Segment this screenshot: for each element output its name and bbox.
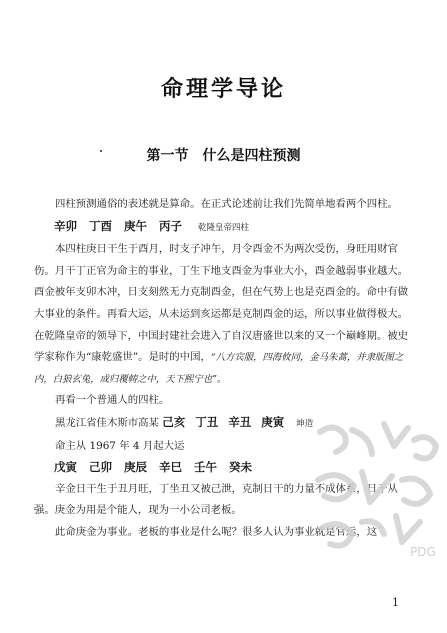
pillar-day: 庚午 [124, 218, 147, 233]
chapter-title: 命理学导论 [160, 77, 286, 102]
pillar-day: 辛丑 [228, 414, 252, 429]
section-heading [0, 145, 447, 165]
luck-cycle: 癸未 [229, 460, 252, 475]
body-text [34, 194, 417, 544]
paragraph-person-chart [34, 412, 417, 436]
luck-cycle: 壬午 [194, 460, 217, 475]
pillar-hour: 丙子 [159, 218, 182, 233]
four-pillars-qianlong [34, 216, 417, 240]
paragraph-luck-start: 命主从 1967 年 4 月起大运 [55, 439, 185, 452]
gender-note: 坤造 [296, 418, 314, 429]
historical-quote: “八方宾服，四海攸同，金马朱蒿，并隶版图之内，白狼玄兔，成归覆帱之中，天下熙宁也”。 [34, 352, 404, 385]
pillar-month: 丁酉 [89, 218, 112, 233]
page-number: 1 [392, 596, 399, 609]
paragraph-second-example: 再看一个普通人的四柱。 [55, 394, 170, 407]
paragraph-analysis-2: 辛金日干生于丑月旺，丁坐丑又被己泄，克制日干的力量不成体系，日干从强。庚金为用是个能人，现为一小公司老板。 [34, 482, 398, 517]
luck-cycles [34, 457, 417, 479]
pillar-year: 己亥 [162, 414, 186, 429]
pillar-note: 乾隆皇帝四柱 [198, 222, 250, 233]
paragraph-analysis-1 [34, 239, 417, 390]
paragraph-intro: 四柱预测通俗的表述就是算命。在正式论述前让我们先简单地看两个四柱。 [55, 198, 398, 210]
pillar-month: 丁丑 [195, 414, 219, 429]
section-title: 什么是四柱预测 [202, 148, 301, 164]
luck-cycle: 戊寅 [54, 460, 77, 475]
luck-cycle: 己卯 [89, 460, 112, 475]
svg-text:PDG: PDG [410, 545, 436, 559]
luck-cycle: 庚辰 [124, 460, 147, 475]
paragraph-analysis-3: 此命庚金为事业。老板的事业是什么呢？很多人认为事业就是官运，这 [55, 525, 378, 538]
section-number: 第一节 [146, 148, 189, 164]
luck-cycle: 辛巳 [159, 460, 182, 475]
paragraph-text: 本四柱庚日干生于酉月，时支子冲午，月令酉金不为两次受伤，身旺用财官伤。月干丁正官为命主的事业，丁生下地支酉金为事业大小，酉金越弱事业越大。酉金被年支卯木冲，日支刻然无力克制酉金，但在气势上也是克酉金的。命中有做大事业的条件。再看大运，从未运到亥运都是克制酉金的运，所以事业做得极大。在乾隆皇帝的领导下，中国封建社会进入了自汉唐盛世以来的又一个巅峰期。被史学家称作为“康乾盛世”。是时的中国， [34, 243, 409, 364]
pillar-hour: 庚寅 [261, 414, 285, 429]
person-label: 黑龙江省佳木斯市高某 [55, 416, 159, 429]
pillar-year: 辛卯 [54, 218, 77, 233]
